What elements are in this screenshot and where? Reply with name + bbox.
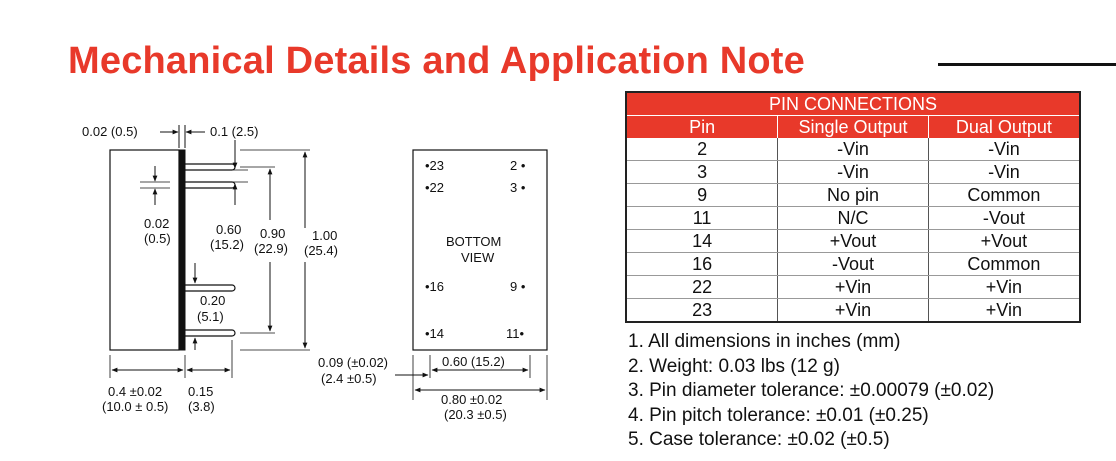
cell-dual: -Vin <box>928 161 1079 184</box>
dim-width-in: 0.4 ±0.02 <box>108 384 163 399</box>
cell-dual: +Vin <box>985 300 1022 320</box>
dim-060-mm: (15.2) <box>210 237 244 252</box>
dim-pin-len-in: 0.15 <box>188 384 214 399</box>
table-row <box>627 299 1079 322</box>
pin-14-label: •14 <box>425 326 445 341</box>
cell-single: -Vin <box>778 161 929 184</box>
cell-pin: 11 <box>627 207 778 230</box>
table-row <box>627 276 1079 299</box>
cell-dual: Common <box>928 184 1079 207</box>
dim-outer-mm: (20.3 ±0.5) <box>444 407 507 422</box>
cell-dual: Common <box>928 253 1079 276</box>
dim-pin-dia-mm: (0.5) <box>144 231 171 246</box>
cell-pin: 16 <box>627 253 778 276</box>
table-row <box>627 253 1079 276</box>
note-item: 5. Case tolerance: ±0.02 (±0.5) <box>628 429 890 451</box>
cell-single: +Vin <box>778 299 929 322</box>
pin-22-label: •22 <box>425 180 445 195</box>
dim-body-label: 0.02 (0.5) <box>82 124 138 139</box>
pin-16-label: •16 <box>425 279 445 294</box>
cell-pin: 3 <box>627 161 778 184</box>
pin-connections-table <box>625 91 1081 323</box>
dim-020-mm: (5.1) <box>197 309 224 324</box>
cell-pin: 22 <box>627 276 778 299</box>
pin-3-label: 3 • <box>510 180 526 195</box>
dim-060-in: 0.60 <box>216 222 242 237</box>
dim-090-mm: (22.9) <box>254 241 288 256</box>
cell-single: No pin <box>778 184 929 207</box>
table-row <box>627 184 1079 207</box>
dim-pin-len-mm: (3.8) <box>188 399 215 414</box>
dim-width-mm: (10.0 ± 0.5) <box>102 399 169 414</box>
notes-list <box>628 330 994 453</box>
pcb-edge <box>179 150 185 350</box>
dim-090-in: 0.90 <box>260 226 286 241</box>
cell-dual: -Vout <box>928 207 1079 230</box>
cell-single: +Vout <box>778 230 929 253</box>
cell-single: N/C <box>778 207 929 230</box>
pin-9-label: 9 • <box>510 279 526 294</box>
table-row <box>627 230 1079 253</box>
note-item: 3. Pin diameter tolerance: ±0.00079 (±0.02) <box>628 380 995 402</box>
bottom-view-label-2: VIEW <box>461 250 495 265</box>
title-rule <box>938 63 1116 66</box>
page-title: Mechanical Details and Application Note <box>68 40 805 82</box>
dim-offset-in: 0.09 (±0.02) <box>318 355 389 370</box>
dim-pin-pitch-label: 0.1 (2.5) <box>210 124 259 139</box>
pin-11-label: 11• <box>506 326 525 341</box>
cell-pin: 14 <box>627 230 778 253</box>
table-row <box>627 138 1079 161</box>
bottom-view-labels <box>318 158 526 422</box>
col-header-dual-output: Dual Output <box>928 116 1079 139</box>
cell-pin: 9 <box>627 184 778 207</box>
bottom-view-label-1: BOTTOM <box>446 234 502 249</box>
cell-dual: -Vin <box>928 138 1079 161</box>
col-header-pin: Pin <box>627 116 778 139</box>
table-row <box>627 161 1079 184</box>
case-body <box>110 150 179 350</box>
cell-dual: +Vout <box>928 230 1079 253</box>
dim-offset-mm: (2.4 ±0.5) <box>321 371 377 386</box>
table-row <box>627 207 1079 230</box>
cell-dual: +Vin <box>928 276 1079 299</box>
cell-single: -Vout <box>778 253 929 276</box>
note-item: 4. Pin pitch tolerance: ±0.01 (±0.25) <box>628 404 929 426</box>
dim-100-in: 1.00 <box>312 228 338 243</box>
dim-outer-in: 0.80 ±0.02 <box>441 392 503 407</box>
dim-020-in: 0.20 <box>200 293 226 308</box>
dim-inner-label: 0.60 (15.2) <box>442 354 505 369</box>
note-item: 1. All dimensions in inches (mm) <box>628 331 901 352</box>
cell-single: -Vin <box>778 138 929 161</box>
pin-2-label: 2 • <box>510 158 526 173</box>
dim-pin-dia-in: 0.02 <box>144 216 170 231</box>
pin-23-label: •23 <box>425 158 445 173</box>
note-item: 2. Weight: 0.03 lbs (12 g) <box>628 355 840 377</box>
cell-pin: 2 <box>627 138 778 161</box>
cell-pin: 23 <box>627 299 778 322</box>
dim-100-mm: (25.4) <box>304 243 338 258</box>
col-header-single-output: Single Output <box>778 116 929 139</box>
table-title: PIN CONNECTIONS <box>627 93 1079 116</box>
cell-single: +Vin <box>778 276 929 299</box>
